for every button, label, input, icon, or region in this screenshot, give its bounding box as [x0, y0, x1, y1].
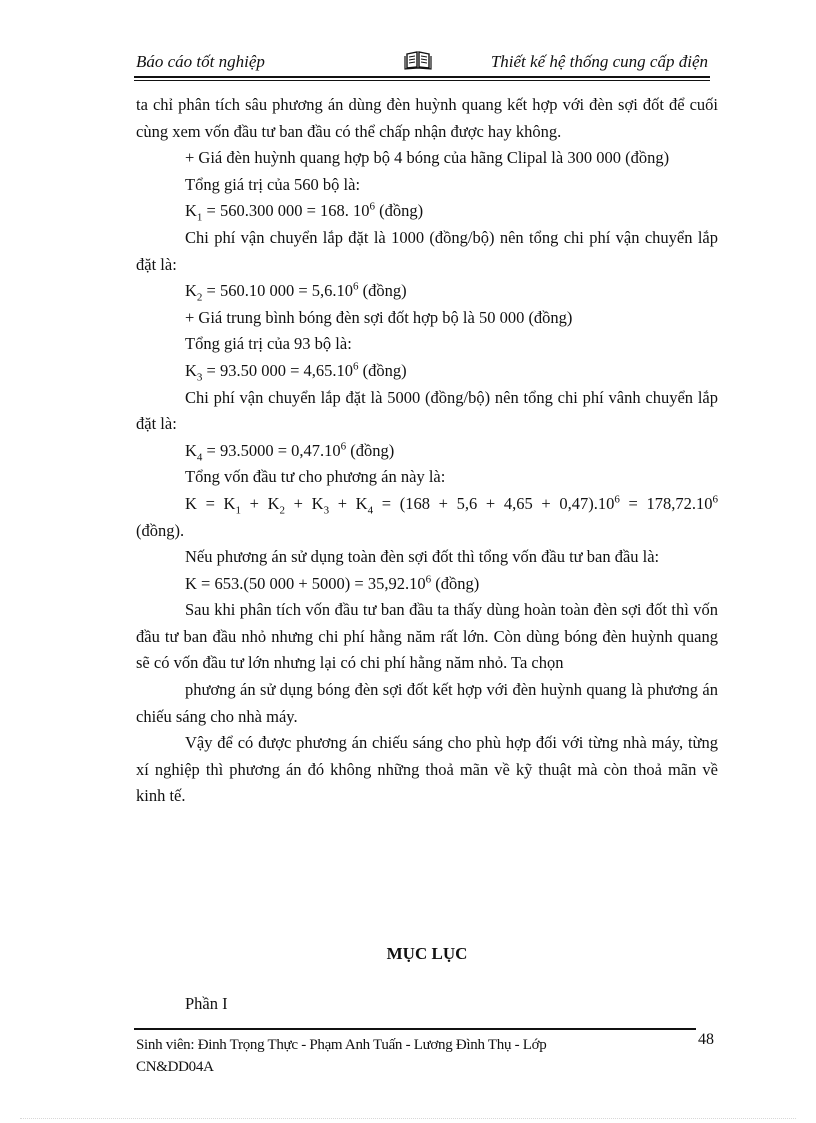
paragraph: Tổng giá trị của 93 bộ là:: [185, 334, 352, 354]
header-right-title: Thiết kế hệ thống cung cấp điện: [490, 52, 708, 71]
header-rule: [134, 76, 710, 78]
formula-k1: $K_1 = 560.300$ 000 = 168. $10^6$ (đồng): [185, 200, 424, 224]
toc-title: MỤC LỤC: [386, 944, 468, 963]
paragraph: Sau khi phân tích vốn đầu tư ban đầu ta thấy dùng hoàn toàn đèn sợi đốt thì vốn đầu tư ban đầu nhỏ nhưng chi phí hằng năm rất lớn. Còn dùng bóng đèn huỳnh quang sẽ có vốn đầu tư lớn nhưng lại có chi phí hằng năm nhỏ. Ta chọn: [136, 600, 718, 673]
formula-total-unit: (đồng).: [136, 520, 185, 540]
formula-k3: $K_3 = 93.50$ $000 = 4,65.10^6$ (đồng): [185, 360, 407, 384]
formula-k4: $K_4 = 93.5000 = 0,47.10^6$ (đồng): [185, 440, 395, 464]
paragraph: Nếu phương án sử dụng toàn đèn sợi đốt thì tổng vốn đầu tư ban đầu là:: [185, 547, 660, 567]
header-left-title: Báo cáo tốt nghiệp: [136, 52, 265, 71]
paragraph: phương án sử dụng bóng đèn sợi đốt kết hợp với đèn huỳnh quang là phương án chiếu sáng cho nhà máy.: [136, 680, 718, 726]
header-rule-thin: [134, 80, 710, 81]
part-label: Phần I: [185, 994, 228, 1013]
page-body: [136, 92, 718, 810]
footer-rule: [134, 1028, 696, 1030]
paragraph: Tổng vốn đầu tư cho phương án này là:: [185, 467, 446, 487]
open-book-icon: [404, 50, 432, 70]
paragraph: Chi phí vận chuyển lắp đặt là 1000 (đồng/bộ) nên tổng chi phí vận chuyển lắp đặt là:: [136, 227, 718, 274]
footer-text: Sinh viên: Đinh Trọng Thực - Phạm Anh Tuấn - Lương Đình Thụ - Lớp CN&DD04A: [136, 1037, 547, 1075]
page-header: [134, 48, 710, 76]
paragraph: + Giá đèn huỳnh quang hợp bộ 4 bóng của hãng Clipal là 300 000 (đồng): [185, 148, 670, 168]
formula-k-total: K = 653.(50 $000 + 5000) = 35,92.10^6$ (đồng): [185, 573, 480, 593]
paragraph: Chi phí vận chuyển lắp đặt là 5000 (đồng/bộ) nên tổng chi phí vânh chuyển lắp đặt là:: [136, 387, 718, 434]
formula-total: $K = K_1 + K_2 + K_3 + K_4 = (168 + 5,6 + 4,65 + 0,47).10^6 = 178,72.10^6$: [185, 493, 718, 517]
paragraph: Vậy để có được phương án chiếu sáng cho phù hợp đối với từng nhà máy, từng xí nghiệp thì phương án đó không những thoả mãn về kỹ thuật mà còn thoả mãn về kinh tế.: [136, 733, 718, 806]
page-number: 48: [698, 1031, 714, 1048]
paragraph: + Giá trung bình bóng đèn sợi đốt hợp bộ là 50 000 (đồng): [185, 307, 573, 327]
page-edge-divider: [20, 1118, 796, 1119]
paragraph: ta chỉ phân tích sâu phương án dùng đèn huỳnh quang kết hợp với đèn sợi đốt để cuối cùng xem vốn đầu tư ban đầu có thể chấp nhận được hay không.: [136, 95, 718, 141]
paragraph: Tổng giá trị của 560 bộ là:: [185, 174, 361, 194]
formula-k2: $K_2 = 560.10$ $000 = 5,6.10^6$ (đồng): [185, 280, 407, 304]
